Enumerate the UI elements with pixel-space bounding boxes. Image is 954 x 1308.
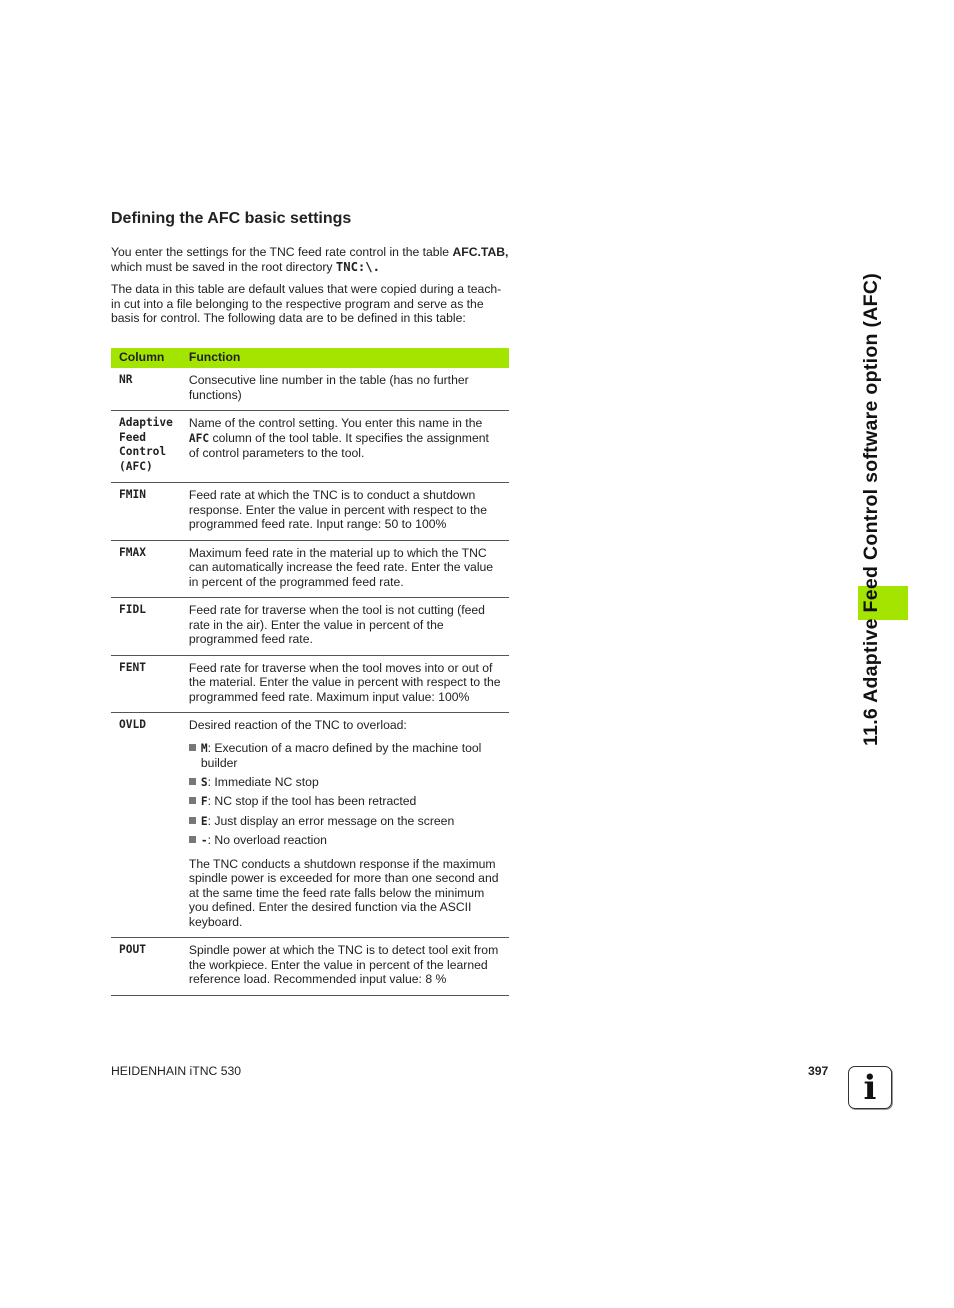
bullet-square-icon (189, 836, 196, 843)
function-text: column of the tool table. It specifies the assignment of control parameters to the tool. (188, 430, 489, 460)
option-code: F (200, 795, 208, 808)
row-column-fmin: FMIN (111, 483, 181, 541)
column-line: Feed (119, 430, 146, 444)
header-column: Column (111, 348, 181, 368)
table-row (111, 411, 509, 483)
row-column-fent: FENT (111, 655, 181, 713)
table-row (111, 713, 509, 938)
column-line: Control (119, 445, 167, 458)
row-function: Consecutive line number in the table (has no further functions) (181, 368, 509, 411)
row-function: Feed rate at which the TNC is to conduct a shutdown response. Enter the value in percent with respect to the programmed feed rate. Input range: 50 to 100% (181, 483, 509, 541)
row-function (181, 411, 509, 483)
option-code: E (200, 814, 208, 828)
table-row (111, 655, 509, 713)
option-text: : No overload reaction (207, 833, 327, 847)
root-directory: TNC:\. (335, 259, 380, 274)
table-row (111, 938, 509, 996)
footer-page-number: 397 (808, 1064, 829, 1078)
table-row (111, 598, 509, 656)
row-function: Spindle power at which the TNC is to detect tool exit from the workpiece. Enter the value in percent of the learned reference load. Recommended input value: 8 % (181, 938, 509, 996)
row-column-nr: NR (111, 368, 181, 411)
table-header-row (111, 348, 509, 368)
option-code: - (200, 834, 208, 847)
option-text: : Execution of a macro defined by the machine tool builder (200, 740, 482, 770)
bullet-square-icon (189, 817, 196, 824)
row-function (181, 713, 509, 938)
intro-text-continued: which must be saved in the root directory (111, 259, 336, 274)
bullet-square-icon (189, 797, 196, 804)
description-paragraph: The data in this table are default values that were copied during a teach-in cut into a file belonging to the respective program and serve as the basis for control. The following data are to be defined in this table: (111, 282, 502, 325)
row-column-fidl: FIDL (111, 598, 181, 656)
overload-options-list (189, 741, 501, 849)
list-item (189, 794, 501, 810)
table-row (111, 483, 509, 541)
intro-text: You enter the settings for the TNC feed rate control in the table (111, 245, 453, 259)
function-intro: Desired reaction of the TNC to overload: (188, 718, 407, 732)
footer-manual-name: HEIDENHAIN iTNC 530 (111, 1064, 242, 1078)
section-heading: Defining the AFC basic settings (111, 210, 352, 227)
list-item (189, 833, 501, 849)
list-item (189, 775, 501, 791)
column-line: (AFC) (119, 459, 153, 473)
option-text: : NC stop if the tool has been retracted (207, 794, 417, 808)
table-filename: AFC.TAB, (452, 245, 509, 259)
option-code: M (200, 741, 208, 755)
bullet-square-icon (189, 744, 196, 751)
bullet-square-icon (189, 778, 196, 785)
afc-settings-table (111, 348, 509, 996)
row-function: Feed rate for traverse when the tool is not cutting (feed rate in the air). Enter the value in percent of the programmed feed rate. (181, 598, 509, 656)
row-function: Feed rate for traverse when the tool moves into or out of the material. Enter the value in percent with respect to the programmed feed rate. Maximum input value: 100% (181, 655, 509, 713)
table-row (111, 540, 509, 598)
row-column-ovld: OVLD (111, 713, 181, 938)
column-line: Adaptive (119, 416, 173, 429)
row-column-fmax: FMAX (111, 540, 181, 598)
option-text: : Immediate NC stop (207, 774, 319, 789)
function-code: AFC (188, 431, 210, 445)
intro-paragraph (111, 245, 509, 274)
list-item (189, 814, 501, 830)
function-text: Name of the control setting. You enter this name in the (188, 416, 483, 430)
info-icon (848, 1066, 892, 1109)
info-glyph: i (863, 1068, 877, 1108)
row-column-afc (111, 411, 181, 483)
option-text: : Just display an error message on the screen (207, 813, 455, 828)
header-function: Function (181, 348, 509, 368)
row-column-pout: POUT (111, 938, 181, 996)
list-item (189, 741, 501, 771)
function-note: The TNC conducts a shutdown response if the maximum spindle power is exceeded for more than one second and at the same time the feed rate falls below the minimum you defined. Enter the desired function via the ASCII keyboard. (188, 856, 499, 929)
option-code: S (200, 775, 208, 789)
table-row (111, 368, 509, 411)
chapter-side-title: 11.6 Adaptive Feed Control software option (AFC) (860, 272, 882, 746)
row-function: Maximum feed rate in the material up to which the TNC can automatically increase the feed rate. Enter the value in percent of the programmed feed rate. (181, 540, 509, 598)
